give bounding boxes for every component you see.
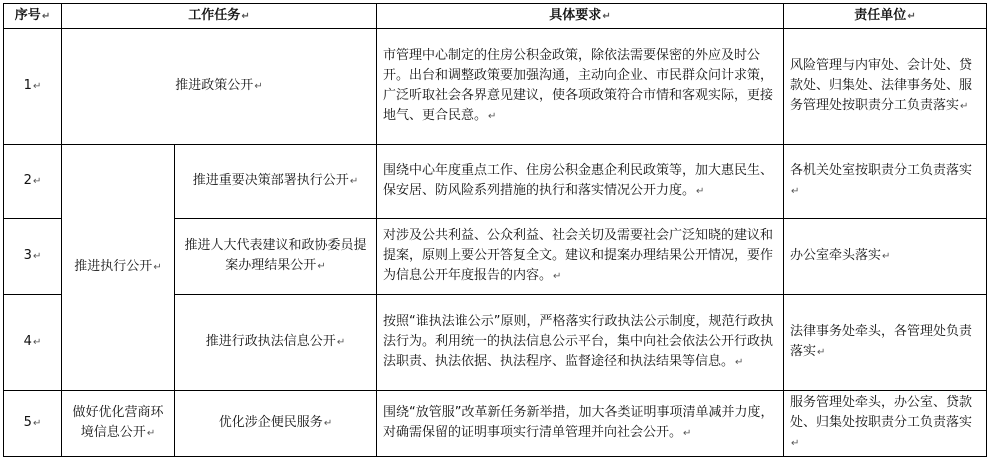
unit-cell: 风险管理与内审处、会计处、贷款处、归集处、法律事务处、服务管理处按职责分工负责落实↵ bbox=[784, 29, 987, 145]
task-table bbox=[3, 3, 987, 457]
subtask-cell: 优化涉企便民服务↵ bbox=[175, 391, 377, 457]
requirement-cell: 对涉及公共利益、公众利益、社会关切及需要社会广泛知晓的建议和提案，原则上要公开答复全文。建议和提案办理结果公开情况，要作为信息公开年度报告的内容。↵ bbox=[377, 219, 784, 295]
subtask-cell: 推进重要决策部署执行公开↵ bbox=[175, 145, 377, 219]
requirement-cell: 按照“谁执法谁公示”原则，严格落实行政执法公示制度，规范行政执法行为。利用统一的执法信息公示平台，集中向社会依法公开行政执法职责、执法依据、执法程序、监督途径和执法结果等信息。↵ bbox=[377, 295, 784, 391]
table-row bbox=[4, 29, 987, 145]
unit-cell: 办公室牵头落实↵ bbox=[784, 219, 987, 295]
requirement-cell: 围绕中心年度重点工作、住房公积金惠企利民政策等，加大惠民生、保安居、防风险系列措施的执行和落实情况公开力度。↵ bbox=[377, 145, 784, 219]
task-cell: 做好优化营商环境信息公开↵ bbox=[62, 391, 175, 457]
table-row bbox=[4, 391, 987, 457]
row-number: 1↵ bbox=[4, 29, 62, 145]
subtask-cell: 推进人大代表建议和政协委员提案办理结果公开↵ bbox=[175, 219, 377, 295]
row-number: 2↵ bbox=[4, 145, 62, 219]
row-number: 5↵ bbox=[4, 391, 62, 457]
unit-cell: 各机关处室按职责分工负责落实↵ bbox=[784, 145, 987, 219]
requirement-cell: 市管理中心制定的住房公积金政策，除依法需要保密的外应及时公开。出台和调整政策要加强沟通，主动向企业、市民群众问计求策，广泛听取社会各界意见建议，使各项政策符合市情和客观实际，更接地气、更合民意。↵ bbox=[377, 29, 784, 145]
row-number: 4↵ bbox=[4, 295, 62, 391]
row-number: 3↵ bbox=[4, 219, 62, 295]
header-number: 序号↵ bbox=[4, 4, 62, 29]
header-unit: 责任单位↵ bbox=[784, 4, 987, 29]
requirement-cell: 围绕“放管服”改革新任务新举措，加大各类证明事项清单减并力度，对确需保留的证明事项实行清单管理并向社会公开。↵ bbox=[377, 391, 784, 457]
table-row bbox=[4, 145, 987, 219]
subtask-cell: 推进行政执法信息公开↵ bbox=[175, 295, 377, 391]
unit-cell: 服务管理处牵头，办公室、贷款处、归集处按职责分工负责落实↵ bbox=[784, 391, 987, 457]
header-requirement: 具体要求↵ bbox=[377, 4, 784, 29]
task-cell: 推进政策公开↵ bbox=[62, 29, 377, 145]
unit-cell: 法律事务处牵头，各管理处负责落实↵ bbox=[784, 295, 987, 391]
header-task: 工作任务↵ bbox=[62, 4, 377, 29]
header-row bbox=[4, 4, 987, 29]
group-task-cell: 推进执行公开↵ bbox=[62, 145, 175, 391]
